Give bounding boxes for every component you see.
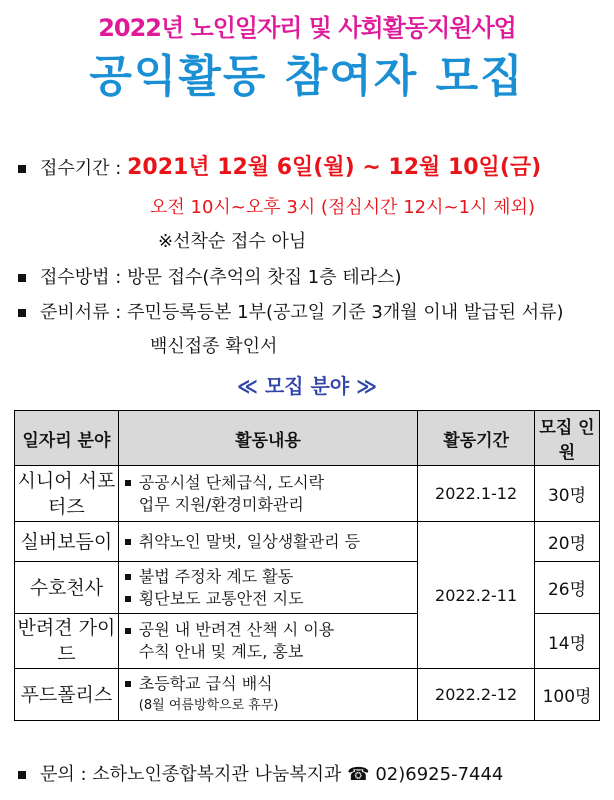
- field-cell: 시니어 서포터즈: [15, 466, 119, 522]
- bullet-icon: [125, 539, 131, 545]
- content-cell: [118, 669, 417, 721]
- bullet-icon: [18, 274, 26, 282]
- method-value: 방문 접수(추억의 찻집 1층 테라스): [127, 267, 402, 288]
- page-title: 공익활동 참여자 모집: [89, 51, 525, 102]
- content-cell: [118, 522, 417, 562]
- docs-label: 준비서류 :: [40, 302, 122, 323]
- content-line: 수칙 안내 및 계도, 홍보: [138, 642, 304, 661]
- content-line: 불법 주정차 계도 활동: [138, 566, 294, 586]
- contact-label: 문의 :: [40, 764, 87, 785]
- period-value: 2021년 12월 6일(월) ~ 12월 10일(금): [127, 155, 542, 180]
- content-cell: [118, 614, 417, 669]
- program-subtitle: 2022년 노인일자리 및 사회활동지원사업: [98, 14, 516, 42]
- content-line: 업무 지원/환경미화관리: [138, 494, 304, 514]
- method-row: [18, 263, 402, 289]
- phone-icon: ☎: [347, 764, 370, 785]
- bullet-icon: [125, 681, 131, 687]
- bullet-icon: [125, 574, 131, 580]
- contact-org: 소하노인종합복지관 나눔복지과: [92, 764, 342, 785]
- field-cell: 수호천사: [15, 562, 119, 614]
- section-title: ≪ 모집 분야 ≫: [236, 374, 378, 398]
- bullet-icon: [18, 165, 26, 173]
- bullet-icon: [18, 309, 26, 317]
- count-cell: 14명: [535, 614, 600, 669]
- table-row: [15, 669, 600, 721]
- count-cell: 30명: [535, 466, 600, 522]
- bullet-icon: [125, 596, 131, 602]
- docs-value: 주민등록등본 1부(공고일 기준 3개월 이내 발급된 서류): [127, 302, 564, 323]
- field-cell: 실버보듬이: [15, 522, 119, 562]
- bullet-icon: [18, 771, 26, 779]
- period-row: [18, 150, 541, 181]
- field-cell: 푸드폴리스: [15, 669, 119, 721]
- method-label: 접수방법 :: [40, 267, 122, 288]
- contact-row: [18, 760, 503, 786]
- count-cell: 100명: [535, 669, 600, 721]
- recruit-table: [14, 410, 600, 721]
- period-cell: 2022.2-12: [418, 669, 535, 721]
- table-header-row: [15, 411, 600, 466]
- table-row: [15, 466, 600, 522]
- table-row: [15, 522, 600, 562]
- content-line: 횡단보도 교통안전 지도: [138, 588, 304, 608]
- period-label: 접수기간 :: [40, 158, 122, 179]
- period-cell: 2022.2-11: [418, 522, 535, 669]
- bullet-icon: [125, 480, 131, 486]
- content-cell: [118, 562, 417, 614]
- header-count: 모집 인원: [535, 411, 600, 466]
- docs-value-2: 백신접종 확인서: [150, 336, 278, 357]
- count-cell: 20명: [535, 522, 600, 562]
- period-cell: 2022.1-12: [418, 466, 535, 522]
- content-line: (8월 여름방학으로 휴무): [138, 697, 279, 713]
- header-period: 활동기간: [418, 411, 535, 466]
- docs-row: [18, 298, 564, 324]
- content-line: 초등학교 급식 배식: [138, 673, 273, 693]
- header-field: 일자리 분야: [15, 411, 119, 466]
- field-cell: 반려견 가이드: [15, 614, 119, 669]
- content-line: 공공시설 단체급식, 도시락: [138, 472, 325, 492]
- header-content: 활동내용: [118, 411, 417, 466]
- count-cell: 26명: [535, 562, 600, 614]
- time-value: 오전 10시~오후 3시 (점심시간 12시~1시 제외): [150, 197, 535, 218]
- content-line: 공원 내 반려견 산책 시 이용: [138, 620, 335, 639]
- content-line: 취약노인 말벗, 일상생활관리 등: [138, 531, 361, 551]
- bullet-icon: [125, 628, 131, 634]
- note-text: ※선착순 접수 아님: [158, 231, 307, 252]
- content-cell: [118, 466, 417, 522]
- contact-phone[interactable]: 02)6925-7444: [375, 764, 504, 785]
